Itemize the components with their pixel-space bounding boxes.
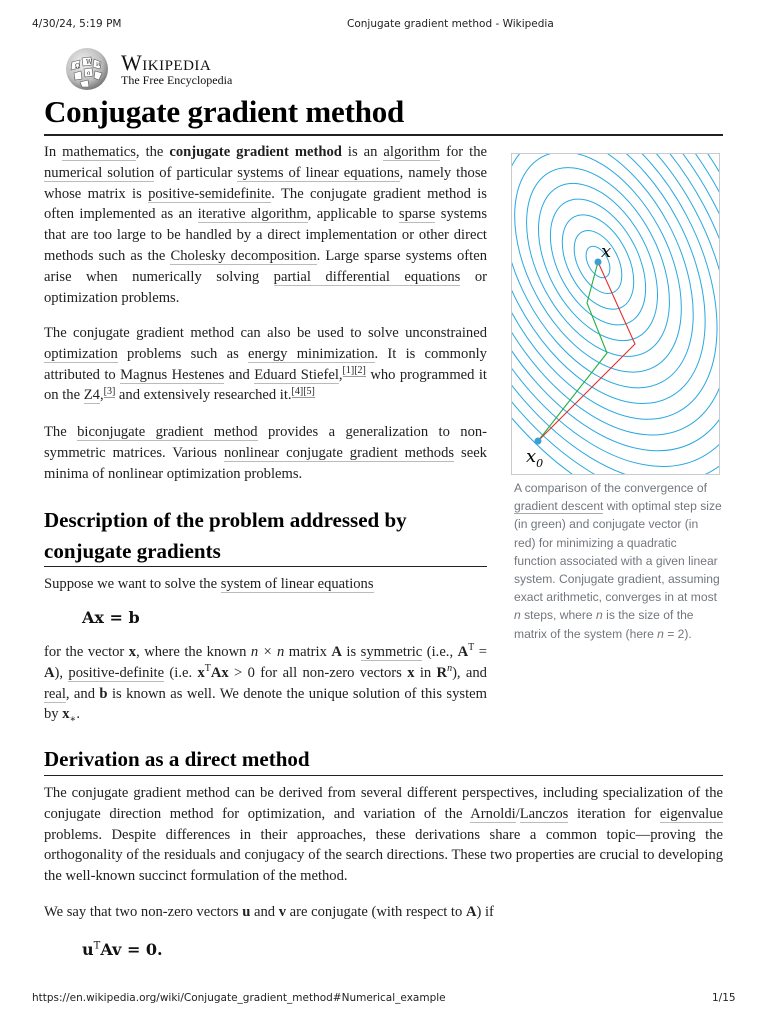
section2-paragraph-2: We say that two non-zero vectors u and v are conjugate (with respect to A) if (44, 904, 494, 920)
contour-line (512, 154, 716, 400)
link-nonlinear-conjugate-gradient-methods[interactable]: nonlinear conjugate gradient methods (223, 444, 455, 461)
svg-text:И: И (96, 62, 101, 68)
gradient-descent-path (538, 262, 607, 441)
intro-paragraph-3: The biconjugate gradient method provides a generalization to non-symmetric matrices. Various nonlinear conjugate gradient methods seek minima of nonlinear optimization problems. (44, 424, 488, 482)
link-algorithm[interactable]: algorithm (383, 144, 441, 160)
print-datetime: 4/30/24, 5:19 PM (32, 18, 122, 30)
convergence-figure[interactable] (511, 153, 720, 475)
link-mathematics[interactable]: mathematics (62, 144, 136, 160)
print-doc-title: Conjugate gradient method - Wikipedia (347, 18, 554, 30)
svg-text:ი: ი (87, 70, 91, 77)
link-eigenvalue[interactable]: eigenvalue (659, 805, 723, 822)
ref-3[interactable]: [3] (103, 385, 116, 397)
link-z4[interactable]: Z4 (83, 387, 100, 404)
svg-text:W: W (86, 59, 93, 66)
link-partial-differential-equations[interactable]: partial differential equations (273, 268, 461, 285)
page-title: Conjugate gradient method (44, 94, 405, 129)
print-url: https://en.wikipedia.org/wiki/Conjugate_gradient_method#Numerical_example (32, 992, 446, 1004)
section1-paragraph-2: for the vector x, where the known n × n matrix A is symmetric (i.e., $A^T = A$), positive-definite (i.e. $x^TAx > 0$ for all non-zero vectors x in $R^n$), and real, and b is known as well. We denote the unique solution of this system by $x_∗$. (44, 642, 487, 726)
section1-divider (44, 566, 487, 567)
ref-2[interactable]: [2] (354, 364, 366, 376)
link-system-of-linear-equations[interactable]: system of linear equations (220, 576, 374, 592)
equation-conjugacy: $u^TAv = 0$. (82, 940, 163, 959)
link-systems-of-linear-equations[interactable]: systems of linear equations (237, 164, 400, 181)
link-numerical-solution[interactable]: numerical solution (44, 164, 155, 181)
figure-caption: A comparison of the convergence of gradient descent with optimal step size (in green) and conjugate vector (in red) for minimizing a quadratic function associated with a given linear system. Conjugate gradient, assuming exact arithmetic, converges in at most n steps, where n is the size of the matrix of the system (here n = 2). (514, 481, 722, 641)
section2-divider (44, 775, 723, 776)
section2-paragraph-1: The conjugate gradient method can be derived from several different perspectives, including specialization of the conjugate direction method for optimization, and variation of the Arnoldi/Lanczos iteration for eigenvalue problems. Despite differences in their approaches, these derivations share a common topic—proving the orthogonality of the residuals and conjugacy of the search directions. These two properties are crucial to developing the well-known succinct formulation of the method. (44, 785, 723, 885)
link-optimization[interactable]: optimization (44, 345, 118, 362)
link-sparse[interactable]: sparse (398, 206, 436, 223)
intro-paragraph-2: The conjugate gradient method can also be used to solve unconstrained optimization problems such as energy minimization. It is commonly attributed to Magnus Hestenes and Eduard Stiefel,[1][2] who programmed it on the Z4,[3] and extensively researched it.[4][5] (44, 325, 487, 404)
start-point (535, 438, 542, 445)
link-real[interactable]: real (44, 685, 66, 702)
heading-description-of-problem: Description of the problem addressed by conjugate gradients (44, 508, 407, 563)
link-gradient-descent[interactable]: gradient descent (514, 499, 604, 514)
link-iterative-algorithm[interactable]: iterative algorithm (197, 206, 308, 223)
title-divider (44, 134, 723, 136)
link-lanczos[interactable]: Lanczos (519, 805, 569, 822)
link-arnoldi[interactable]: Arnoldi (470, 805, 516, 822)
wikipedia-globe-icon[interactable] (62, 46, 112, 92)
label-x: x (601, 241, 612, 262)
svg-text:Ω: Ω (75, 63, 80, 70)
heading-derivation-direct-method: Derivation as a direct method (44, 747, 310, 771)
ref-4[interactable]: [4] (291, 385, 304, 397)
wikipedia-wordmark[interactable]: Wikipedia (121, 50, 212, 75)
link-eduard-stiefel[interactable]: Eduard Stiefel (254, 366, 339, 383)
link-symmetric[interactable]: symmetric (360, 644, 423, 660)
ref-5[interactable]: [5] (303, 385, 315, 397)
contour-plot (512, 154, 719, 474)
link-biconjugate-gradient-method[interactable]: biconjugate gradient method (77, 424, 258, 440)
contour-line (512, 154, 699, 380)
link-cholesky-decomposition[interactable]: Cholesky decomposition (170, 247, 317, 264)
link-energy-minimization[interactable]: energy minimization (248, 345, 375, 362)
equation-ax-equals-b: Ax = b (82, 608, 140, 627)
intro-paragraph-1: In mathematics, the conjugate gradient method is an algorithm for the numerical solution of particular systems of linear equations, namely those whose matrix is positive-semidefinite. The conjugate gradient method is often implemented as an iterative algorithm, applicable to sparse systems that are too large to be handled by a direct implementation or other direct methods such as the Cholesky decomposition. Large sparse systems often arise when numerically solving partial differential equations or optimization problems. (44, 144, 487, 306)
contour-line (512, 154, 719, 474)
ref-1[interactable]: [1] (342, 364, 355, 376)
section1-paragraph-1: Suppose we want to solve the system of linear equations (44, 576, 374, 592)
link-magnus-hestenes[interactable]: Magnus Hestenes (120, 366, 225, 383)
print-page-number: 1/15 (712, 992, 736, 1004)
link-positive-definite[interactable]: positive-definite (68, 664, 165, 681)
wikipedia-tagline: The Free Encyclopedia (121, 73, 233, 87)
link-positive-semidefinite[interactable]: positive-semidefinite (148, 185, 272, 202)
label-x0: $x_0$ (526, 446, 544, 470)
